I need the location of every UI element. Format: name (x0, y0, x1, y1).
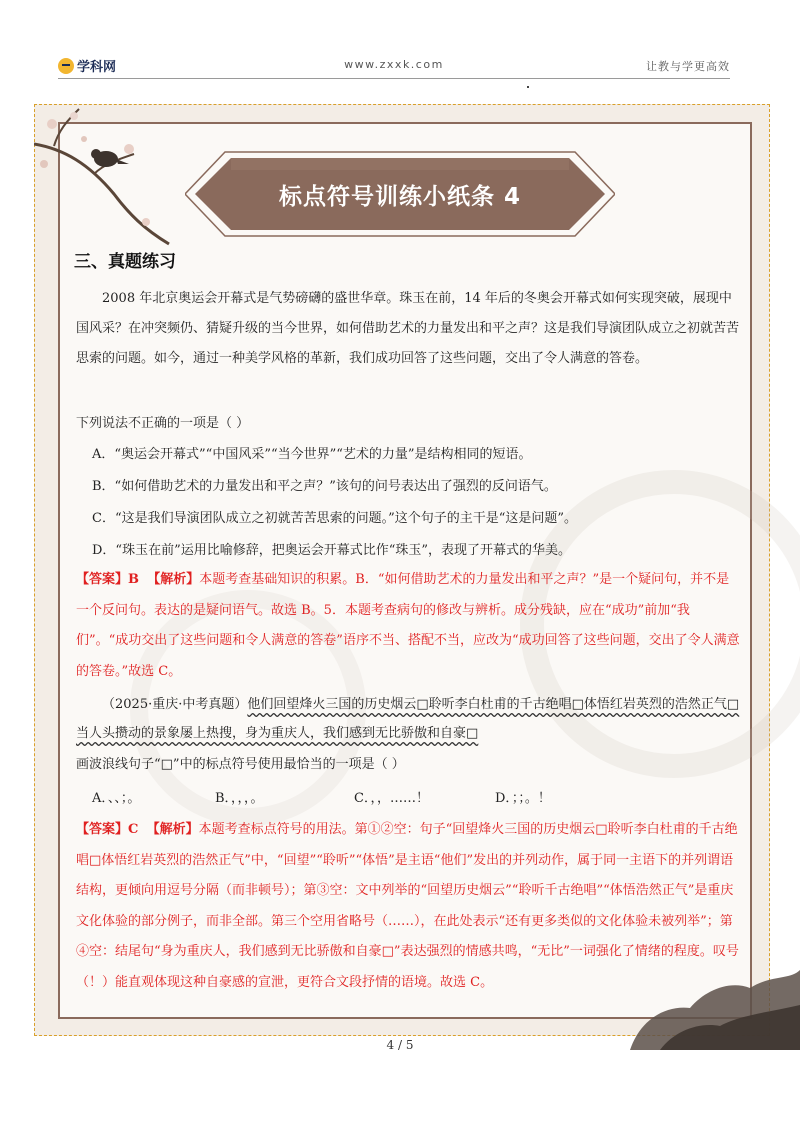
option-a: A．“奥运会开幕式”“中国风采”“当今世界”“艺术的力量”是结构相同的短语。 (92, 447, 532, 462)
page-number: 4 / 5 (386, 1038, 414, 1052)
slogan: 让教与学更高效 (646, 60, 730, 73)
answer-block (76, 565, 740, 687)
question-stem: 下列说法不正确的一项是（ ） (76, 416, 250, 431)
stray-dot (527, 86, 529, 88)
title-banner (185, 150, 615, 238)
question-stem: 画波浪线句子“□”中的标点符号使用最恰当的一项是（ ） (76, 757, 405, 772)
passage-paragraph: 2008 年北京奥运会开幕式是气势磅礴的盛世华章。珠玉在前，14 年后的冬奥会开幕式如何实现突破，展现中国风采？在冲突频仍、猜疑升级的当今世界，如何借助艺术的力量发出和平之声？这是我们导演团队成立之初就苦苦思索的问题。如今，通过一种美学风格的革新，我们成功回答了这些问题，交出了令人满意的答卷。 (76, 291, 740, 366)
analysis-label: 【解析】 (146, 822, 199, 837)
option-b: B．，，，。 (215, 791, 264, 806)
answer-label: 【答案】 (76, 572, 129, 587)
analysis-text: 本题考查标点符号的用法。第①②空：句子“回望烽火三国的历史烟云□聆听李白杜甫的千古绝唱□体悟红岩英烈的浩然正气”中，“回望”“聆听”“体悟”是主语“他们”发出的并列动作，属于同一主语下的并列谓语结构，更倾向用逗号分隔（而非顿号）；第③空：文中列举的“回望历史烟云”“聆听千古绝唱”“体悟浩然正气”是重庆文化体验的部分例子，而非全部。第三个空用省略号（……），在此处表示“还有更多类似的文化体验未被列举”；第④空：结尾句“身为重庆人，我们感到无比骄傲和自豪□”表达强烈的情感共鸣，“无比”一词强化了情绪的程度。叹号（！）能直观体现这种自豪感的宣泄，更符合文段抒情的语境。故选 C。 (76, 822, 739, 990)
answer-block (76, 815, 740, 998)
logo-text: 学科网 (77, 60, 117, 75)
option-d: D．；；。！ (495, 791, 551, 806)
section-title: 三、真题练习 (74, 252, 176, 272)
passage-paragraph (76, 690, 740, 748)
answer-value: B (128, 572, 140, 587)
option-c: C．“这是我们导演团队成立之初就苦苦思索的问题。”这个句子的主干是“这是问题”。 (92, 511, 578, 526)
answer-label: 【答案】 (76, 822, 129, 837)
option-c: C．，，……！ (354, 791, 429, 806)
question-source: （2025·重庆·中考真题） (102, 697, 248, 712)
page-header (58, 54, 730, 79)
analysis-label: 【解析】 (147, 572, 200, 587)
answer-value: C (128, 822, 139, 837)
option-b: B．“如何借助艺术的力量发出和平之声？”该句的问号表达出了强烈的反问语气。 (92, 479, 557, 494)
plum-branch-bird-icon (34, 104, 174, 254)
option-d: D．“珠玉在前”运用比喻修辞，把奥运会开幕式比作“珠玉”，表现了开幕式的华美。 (92, 543, 572, 558)
analysis-text: 本题考查基础知识的积累。B．“如何借助艺术的力量发出和平之声？”是一个疑问句，并不是一个反问句。表达的是疑问语气。故选 B。5．本题考查病句的修改与辨析。成分残缺，应在“成功”前加“我们”。“成功交出了这些问题和令人满意的答卷”语序不当、搭配不当，应改为“成功回答了这些问题，交出了令人满意的答卷。”故选 C。 (76, 572, 740, 679)
site-url: www.zxxk.com (344, 58, 444, 71)
wavy-underlined-sentence: 他们回望烽火三国的历史烟云□聆听李白杜甫的千古绝唱□体悟红岩英烈的浩然正气□当人头攒动的景象屡上热搜，身为重庆人，我们感到无比骄傲和自豪□ (76, 697, 740, 741)
option-a: A．、、；。 (92, 791, 141, 806)
page-title: 标点符号训练小纸条 4 (278, 184, 521, 210)
